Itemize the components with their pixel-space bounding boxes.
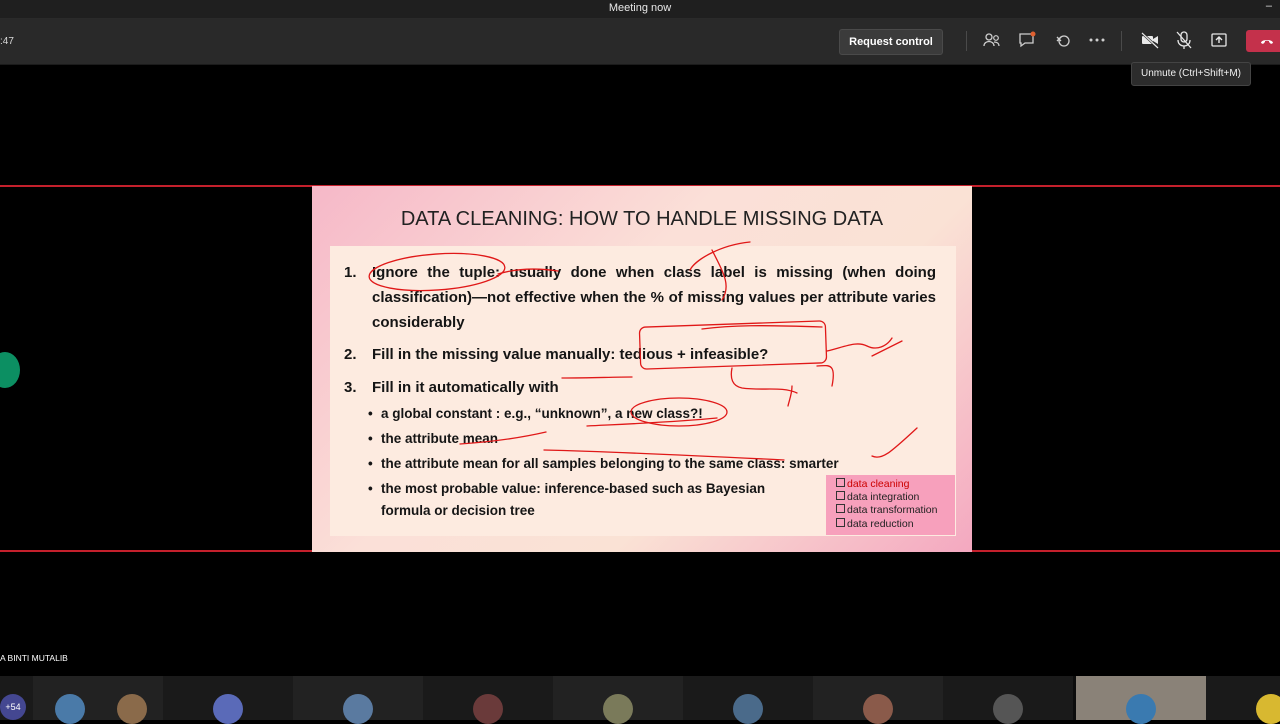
- hangup-icon: [1246, 30, 1280, 52]
- mic-off-icon[interactable]: [1173, 29, 1195, 51]
- item-text: Fill in the missing value manually: tedious + infeasible?: [372, 346, 769, 363]
- participant-tile[interactable]: [33, 676, 163, 720]
- legend-item-data-transformation: data transformation: [836, 504, 937, 516]
- presentation-slide: [312, 186, 972, 552]
- bullet: •: [368, 406, 373, 421]
- more-icon[interactable]: [1086, 29, 1108, 51]
- participant-tile[interactable]: [293, 676, 423, 720]
- participant-tile[interactable]: [423, 676, 553, 720]
- toolbar-divider: [966, 31, 967, 51]
- legend-item-data-cleaning: data cleaning: [836, 478, 909, 490]
- item-number: 1.: [344, 264, 357, 281]
- slide-content: [330, 246, 956, 536]
- hangup-button[interactable]: [1246, 30, 1280, 52]
- participant-strip: [0, 676, 1280, 720]
- item-text: Ignore the tuple: usually done when class label is missing (when doing classification)—not effective when the % of missing values per attribute varies considerably: [372, 264, 936, 331]
- participant-tile[interactable]: [1206, 676, 1280, 720]
- bullet: •: [368, 431, 373, 446]
- speaker-name-label: A BINTI MUTALIB: [0, 653, 68, 663]
- topic-legend: [826, 475, 955, 535]
- toolbar-divider: [1121, 31, 1122, 51]
- checkbox-icon: [836, 491, 845, 500]
- window-title: Meeting now: [608, 2, 672, 14]
- item-number: 3.: [344, 379, 357, 396]
- legend-item-data-reduction: data reduction: [836, 518, 914, 530]
- item-number: 2.: [344, 346, 357, 363]
- checkbox-icon: [836, 504, 845, 513]
- participant-tile[interactable]: [163, 676, 293, 720]
- checkbox-icon: [836, 478, 845, 487]
- share-icon[interactable]: [1208, 29, 1230, 51]
- meeting-timer: :47: [0, 36, 14, 47]
- slide-title: DATA CLEANING: HOW TO HANDLE MISSING DATA: [400, 208, 884, 230]
- checkbox-icon: [836, 518, 845, 527]
- overflow-count-badge[interactable]: +54: [0, 694, 26, 720]
- bullet: •: [368, 456, 373, 471]
- sub-item-text: the attribute mean for all samples belonging to the same class: smarter: [381, 456, 839, 471]
- unmute-tooltip: Unmute (Ctrl+Shift+M): [1131, 62, 1251, 86]
- bullet: •: [368, 481, 373, 496]
- sub-item-text: a global constant : e.g., “unknown”, a new class?!: [381, 406, 703, 421]
- meeting-toolbar: [0, 19, 1280, 65]
- participant-tile[interactable]: [683, 676, 813, 720]
- item-text: Fill in it automatically with: [372, 379, 559, 396]
- participant-video-tile[interactable]: [1076, 676, 1206, 720]
- title-bar: [0, 0, 1280, 19]
- camera-off-icon[interactable]: [1139, 29, 1161, 51]
- people-icon[interactable]: [981, 29, 1003, 51]
- participant-tile[interactable]: [813, 676, 943, 720]
- reactions-icon[interactable]: [1051, 29, 1073, 51]
- minimize-button[interactable]: –: [1265, 0, 1272, 12]
- sub-item-text: the most probable value: inference-based such as Bayesian formula or decision tree: [381, 481, 766, 518]
- chat-icon[interactable]: [1016, 29, 1038, 51]
- request-control-button[interactable]: Request control: [839, 29, 943, 55]
- participant-tile[interactable]: [553, 676, 683, 720]
- legend-item-data-integration: data integration: [836, 491, 919, 503]
- participant-tile[interactable]: [943, 676, 1073, 720]
- participant-tile[interactable]: [0, 676, 33, 720]
- sub-item-text: the attribute mean: [381, 431, 499, 446]
